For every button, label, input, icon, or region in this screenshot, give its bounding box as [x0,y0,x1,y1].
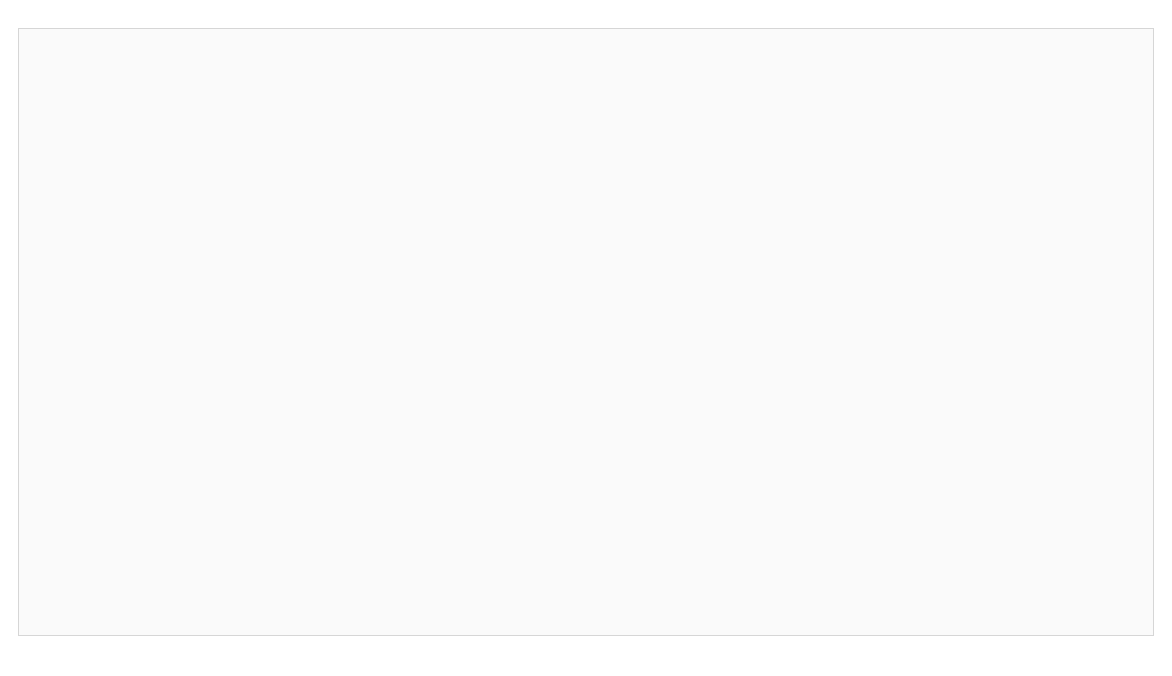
status-panel [18,28,1154,636]
